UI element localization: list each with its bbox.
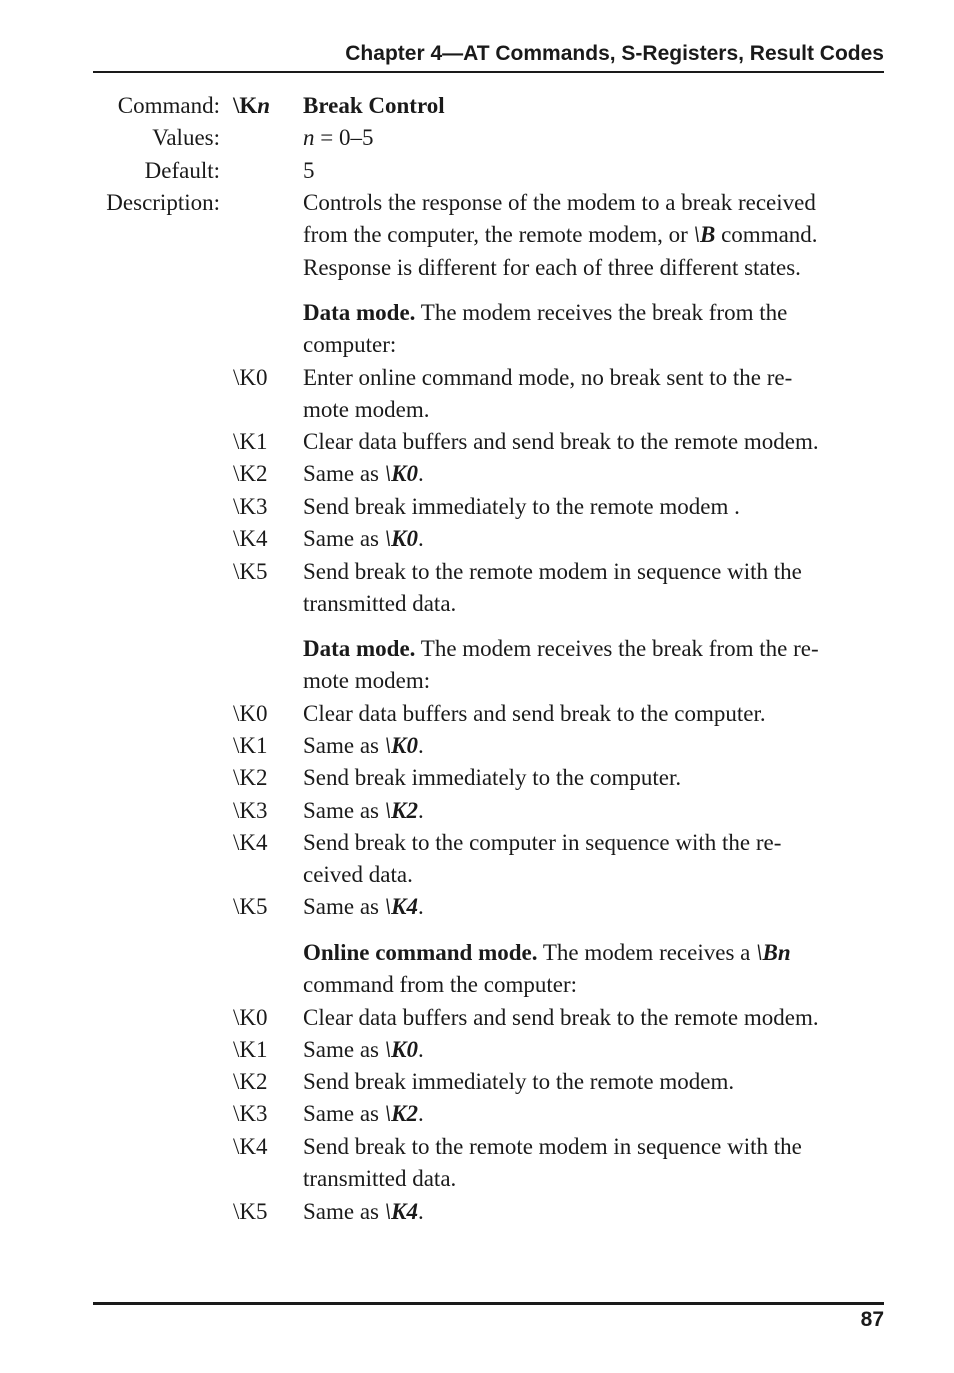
row-text: Enter online command mode, no break sent to the re- mote modem. [303, 365, 793, 423]
section-intro: Data mode. The modem receives the break from the re- mote modem: [303, 636, 819, 694]
row-code: \K3 [233, 494, 268, 519]
default-value: 5 [303, 158, 315, 183]
command-code: \Kn [233, 93, 271, 118]
row-code: \K3 [233, 1101, 268, 1126]
row-code: \K4 [233, 526, 268, 551]
row-code: \K5 [233, 1199, 268, 1224]
description-label: Description: [106, 190, 220, 215]
row-text: Same as \K0. [303, 461, 424, 486]
row-code: \K0 [233, 365, 268, 390]
row-code: \K0 [233, 1005, 268, 1030]
row-text: Send break immediately to the computer. [303, 765, 682, 790]
row-text: Clear data buffers and send break to the remote modem. [303, 1005, 819, 1030]
row-code: \K4 [233, 830, 268, 855]
command-label: Command: [117, 93, 220, 118]
row-text: Same as \K0. [303, 733, 424, 758]
header-rule [93, 71, 884, 73]
row-code: \K1 [233, 1037, 268, 1062]
row-text: Send break immediately to the remote modem . [303, 494, 740, 519]
row-code: \K5 [233, 559, 268, 584]
row-code: \K1 [233, 429, 268, 454]
row-text: Same as \K4. [303, 894, 424, 919]
row-code: \K1 [233, 733, 268, 758]
values-text: n = 0–5 [303, 125, 374, 150]
row-code: \K4 [233, 1134, 268, 1159]
row-code: \K2 [233, 461, 268, 486]
row-text: Clear data buffers and send break to the remote modem. [303, 429, 819, 454]
page-number: 87 [860, 1308, 884, 1331]
section-intro: Data mode. The modem receives the break from the computer: [303, 300, 788, 358]
row-text: Same as \K2. [303, 798, 424, 823]
row-code: \K2 [233, 1069, 268, 1094]
default-label: Default: [144, 158, 220, 183]
row-code: \K3 [233, 798, 268, 823]
row-text: Send break to the remote modem in sequence with the transmitted data. [303, 559, 802, 617]
footer-rule [93, 1302, 884, 1305]
section-intro: Online command mode. The modem receives a \Bn command from the computer: [303, 940, 791, 998]
chapter-title: Chapter 4—AT Commands, S-Registers, Result Codes [345, 42, 884, 65]
row-text: Clear data buffers and send break to the computer. [303, 701, 766, 726]
row-code: \K5 [233, 894, 268, 919]
values-label: Values: [152, 125, 220, 150]
row-text: Same as \K4. [303, 1199, 424, 1224]
row-code: \K0 [233, 701, 268, 726]
row-code: \K2 [233, 765, 268, 790]
row-text: Same as \K0. [303, 1037, 424, 1062]
row-text: Send break to the remote modem in sequence with the transmitted data. [303, 1134, 802, 1192]
row-text: Send break immediately to the remote modem. [303, 1069, 735, 1094]
row-text: Same as \K2. [303, 1101, 424, 1126]
description-text: Controls the response of the modem to a break received from the computer, the remote modem, or \B command. Response is different for each of three different states. [303, 190, 818, 280]
row-text: Send break to the computer in sequence with the re- ceived data. [303, 830, 782, 888]
row-text: Same as \K0. [303, 526, 424, 551]
command-title: Break Control [303, 93, 445, 118]
